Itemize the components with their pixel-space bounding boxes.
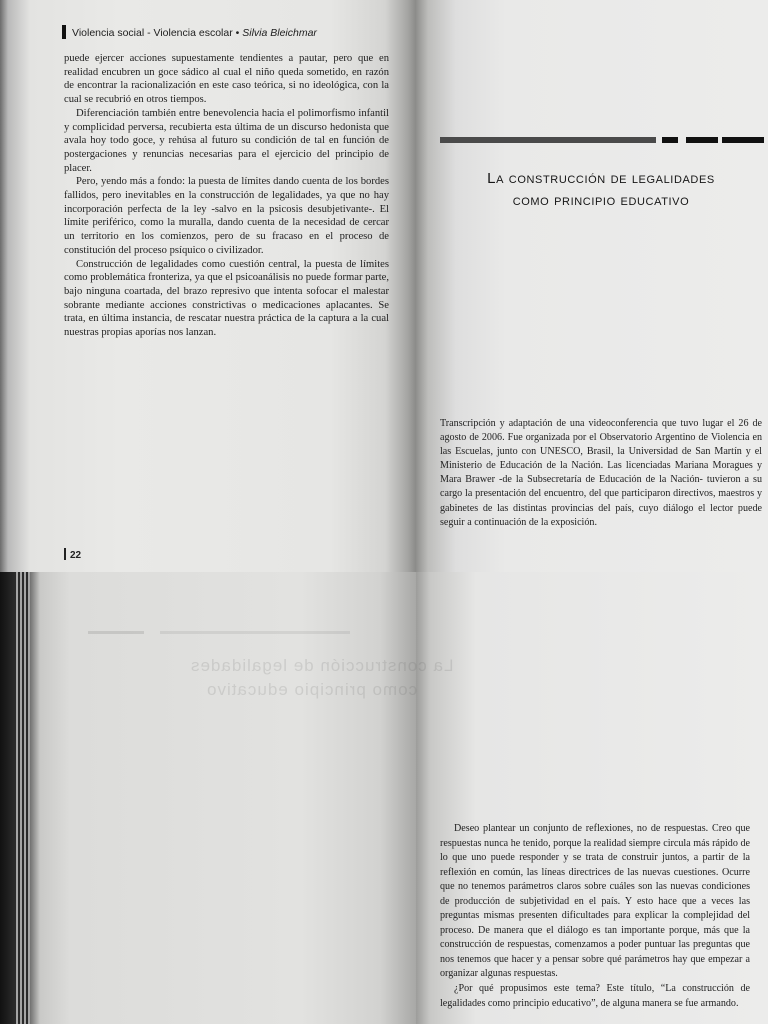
running-head-separator: •	[235, 27, 240, 39]
page-number	[64, 548, 81, 561]
left-page	[0, 0, 416, 572]
running-head-bar	[62, 25, 66, 39]
page-number-text: 22	[70, 550, 82, 561]
running-head	[62, 25, 317, 39]
running-head-book: Violencia social - Violencia escolar	[72, 27, 233, 39]
chapter-rule-block	[686, 137, 718, 143]
chapter-title-line: como principio educativo	[512, 192, 690, 209]
chapter-rule-block	[662, 137, 678, 143]
paragraph: Diferenciación también entre benevolencia hacia el polimorfismo infantil y complicidad perversa, recubierta esta última de un discurso hedonista que avala hoy todo goce, y rehúsa al futuro su condición de tal en función de postergaciones y renuncias necesarias para el ejercicio del principio de placer.	[64, 107, 389, 174]
paragraph: Deseo plantear un conjunto de reflexiones, no de respuestas. Creo que respuestas nunca he tenido, porque la realidad siempre circula más rápido de lo que uno puede responder y se trata de construir juntos, a partir de la reflexión en común, las líneas directrices de las nuevas cuestiones. Ocurre que no tenemos parámetros claros sobre cuáles son las nuevas condiciones de producción de subjetividad en el país. Y esto hace que a veces las preguntas mismas presenten dificultades para explicar la complejidad del proceso. De manera que el diálogo es tan importante porque, más que la construcción de respuestas, comenzamos a poder puntuar las preguntas que nos tenemos que hacer y a pensar sobre qué parámetros hay que empezar a organizar algunas respuestas.	[440, 823, 750, 980]
folio-bar	[64, 548, 66, 560]
paragraph: ¿Por qué propusimos este tema? Este título, “La construcción de legalidades como principio educativo”, de alguna manera se fue armando.	[440, 983, 750, 1009]
lower-left-page	[0, 572, 416, 1024]
chapter-rule	[440, 137, 656, 143]
bleed-through-rule	[88, 631, 144, 634]
lecture-body	[440, 822, 750, 1011]
paragraph: Pero, yendo más a fondo: la puesta de límites dando cuenta de los bordes fallidos, pero inevitables en la construcción de legalidades, ya que no hay incorporación perfecta de la ley -salvo en la psicosis desubjetivante-. El límite periférico, como la muralla, dando cuenta de la necesidad de cercar un territorio en los comienzos, pero de su fracaso en el proceso de constitución del proceso psíquico o civilizador.	[64, 176, 389, 256]
paragraph: puede ejercer acciones supuestamente tendientes a pautar, pero que en realidad encubren un goce sádico al cual el niño queda sometido, en razón de encontrar la racionalización en este caso teórica, si no ideológica, con la cual se recubrió en otros tiempos.	[64, 53, 389, 106]
bleed-through-title: como principio educativo	[206, 680, 418, 699]
running-head-author: Silvia Bleichmar	[242, 27, 317, 39]
bleed-through-title: La construcción de legalidades	[190, 656, 454, 675]
chapter-rule-block	[722, 137, 764, 143]
intro-note: Transcripción y adaptación de una videoconferencia que tuvo lugar el 26 de agosto de 2006. Fue organizada por el Observatorio Argentino de Violencia en las Escuelas, junto con UNESCO, Brasil, la Universidad de San Martín y el Ministerio de Educación de la Nación. Las licenciadas Mariana Moragues y Mara Brawer -de la Subsecretaría de Educación de la Nación- tuvieron a su cargo la presentación del encuentro, del que participaron directivos, maestros y gabinetes de las distintas provincias del país, cuyo diálogo el lector puede seguir a continuación de la exposición.	[440, 418, 762, 528]
page-edges	[14, 572, 30, 1024]
chapter-title	[440, 168, 762, 212]
left-page-body	[64, 52, 389, 340]
bleed-through-rule	[160, 631, 350, 634]
chapter-title-line: La construcción de legalidades	[487, 170, 715, 187]
paragraph: Construcción de legalidades como cuestión central, la puesta de límites como problemática fronteriza, ya que el psicoanálisis no puede formar parte, bajo ninguna coartada, del brazo represivo que intenta sofocar el malestar sobrante mediante acciones constrictivas o medicaciones aplacantes. Se trata, en última instancia, de rescatar nuestra práctica de la captura a la cual nuestras propias aporías nos lanzan.	[64, 258, 389, 339]
